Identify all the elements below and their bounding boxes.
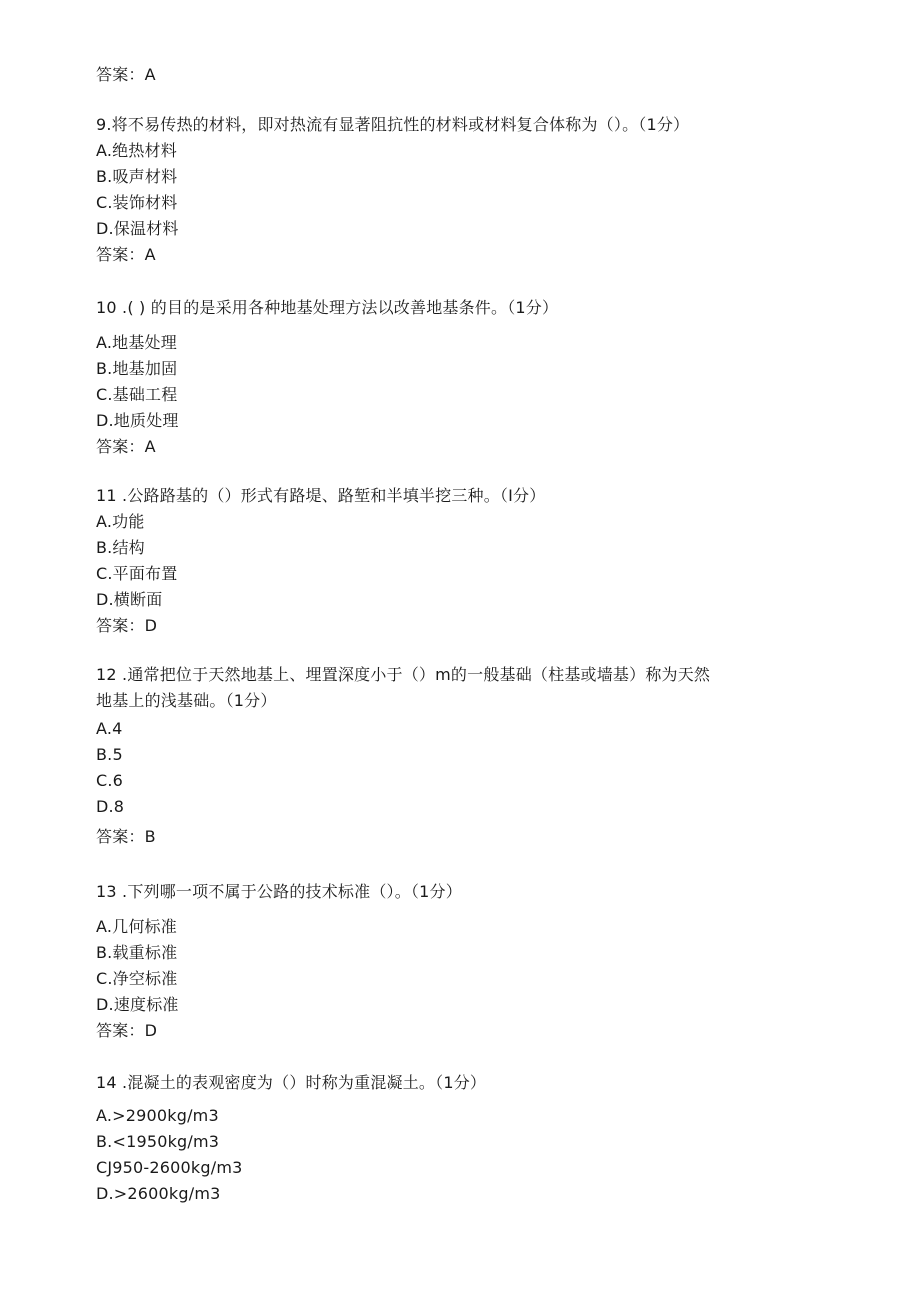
answer-8: 答案：A <box>96 65 156 84</box>
question-13: 13 .下列哪一项不属于公路的技术标准（）。（1分） <box>96 882 462 901</box>
option-13-a: A.几何标准 <box>96 917 177 936</box>
option-14-a: A.>2900kg∕m3 <box>96 1106 219 1125</box>
option-11-b: B.结构 <box>96 538 145 557</box>
option-9-c: C.装饰材料 <box>96 193 178 212</box>
question-9: 9.将不易传热的材料，即对热流有显著阻抗性的材料或材料复合体称为（）。（1分） <box>96 115 690 134</box>
option-11-c: C.平面布置 <box>96 564 178 583</box>
question-14: 14 .混凝土的表观密度为（）时称为重混凝土。（1分） <box>96 1073 487 1092</box>
option-9-d: D.保温材料 <box>96 219 179 238</box>
option-12-d: D.8 <box>96 797 125 816</box>
answer-9: 答案：A <box>96 245 156 264</box>
question-12: 12 .通常把位于天然地基上、埋置深度小于（）m的一般基础（柱基或墙基）称为天然 <box>96 665 711 684</box>
question-11: 11 .公路路基的（）形式有路堤、路堑和半填半挖三种。（I分） <box>96 486 546 505</box>
option-14-c: CJ950-2600kg∕m3 <box>96 1158 243 1177</box>
option-12-b: B.5 <box>96 745 123 764</box>
answer-11: 答案：D <box>96 616 158 635</box>
option-12-a: A.4 <box>96 719 123 738</box>
option-9-a: A.绝热材料 <box>96 141 177 160</box>
answer-12: 答案：B <box>96 827 156 846</box>
option-10-b: B.地基加固 <box>96 359 178 378</box>
question-12-cont: 地基上的浅基础。（1分） <box>96 691 277 710</box>
question-10: 10 .( ) 的目的是采用各种地基处理方法以改善地基条件。（1分） <box>96 298 559 317</box>
option-11-d: D.横断面 <box>96 590 163 609</box>
option-13-c: C.净空标准 <box>96 969 178 988</box>
answer-13: 答案：D <box>96 1021 158 1040</box>
option-11-a: A.功能 <box>96 512 145 531</box>
option-13-d: D.速度标准 <box>96 995 179 1014</box>
option-10-a: A.地基处理 <box>96 333 177 352</box>
option-12-c: C.6 <box>96 771 124 790</box>
answer-10: 答案：A <box>96 437 156 456</box>
option-13-b: B.载重标准 <box>96 943 178 962</box>
option-9-b: B.吸声材料 <box>96 167 178 186</box>
option-14-d: D.>2600kg∕m3 <box>96 1184 221 1203</box>
option-10-d: D.地质处理 <box>96 411 179 430</box>
option-10-c: C.基础工程 <box>96 385 178 404</box>
option-14-b: B.<1950kg∕m3 <box>96 1132 220 1151</box>
